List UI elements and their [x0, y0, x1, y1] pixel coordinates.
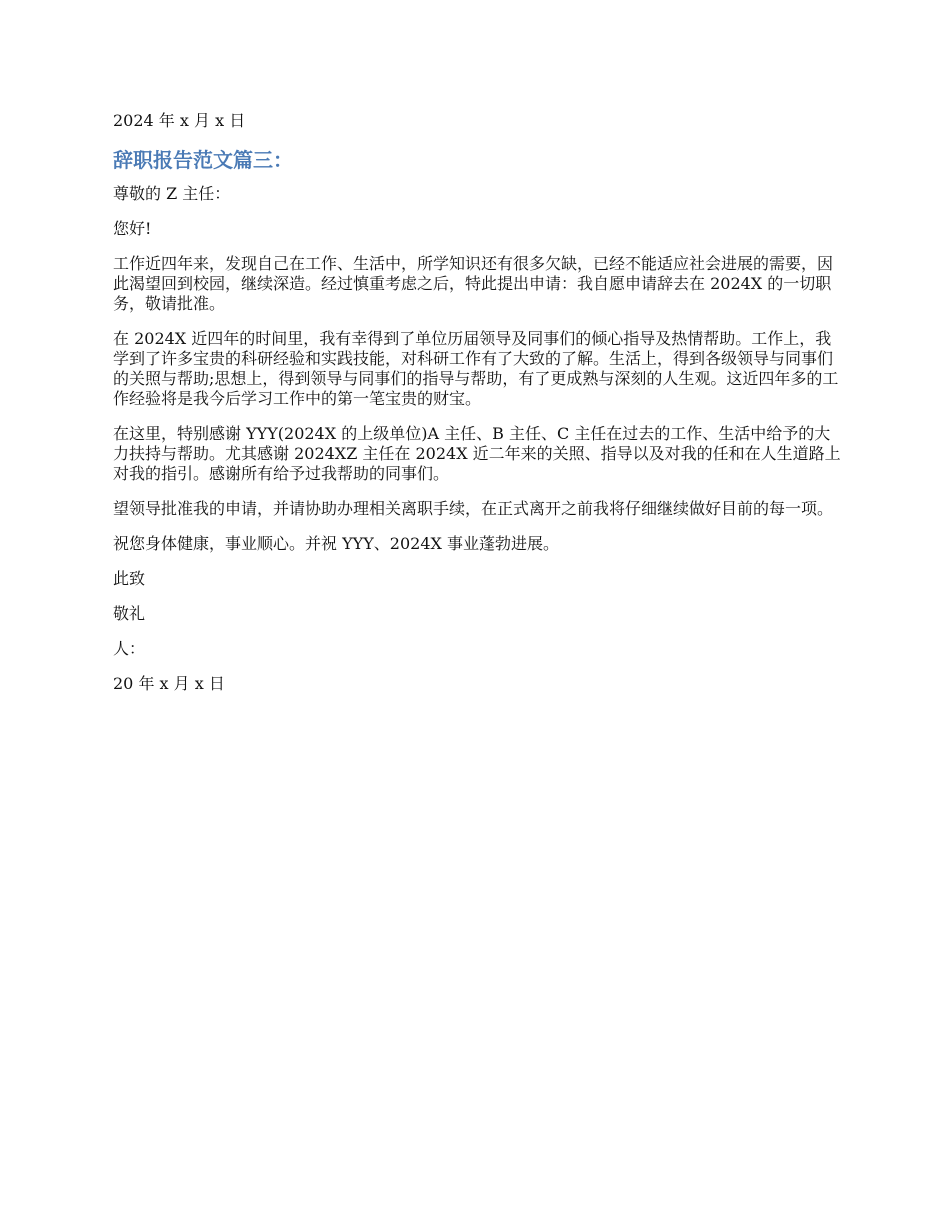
body-paragraph-3: 在这里，特别感谢 YYY(2024X 的上级单位)A 主任、B 主任、C 主任在过去的工作、生活中给予的大力扶持与帮助。尤其感谢 2024XZ 主任在 2024X 近二年来的关照、指导以及对我的任和在人生道路上对我的指引。感谢所有给予过我帮助的同事们。 [113, 424, 841, 483]
body-paragraph-2: 在 2024X 近四年的时间里，我有幸得到了单位历届领导及同事们的倾心指导及热情帮助。工作上，我学到了许多宝贵的科研经验和实践技能，对科研工作有了大致的了解。生活上，得到各级领导与同事们的关照与帮助;思想上，得到领导与同事们的指导与帮助，有了更成熟与深刻的人生观。这近四年多的工作经验将是我今后学习工作中的第一笔宝贵的财宝。 [113, 329, 839, 408]
greeting: 您好! [113, 219, 152, 238]
signature-line: 人： [113, 639, 146, 658]
body-paragraph-4: 望领导批准我的申请，并请协助办理相关离职手续，在正式离开之前我将仔细继续做好目前的每一项。 [113, 499, 834, 518]
body-paragraph-1: 工作近四年来，发现自己在工作、生活中，所学知识还有很多欠缺，已经不能适应社会进展的需要，因此渴望回到校园，继续深造。经过慎重考虑之后，特此提出申请：我自愿申请辞去在 2024X 的一切职务，敬请批准。 [113, 254, 834, 313]
closing-line-1: 此致 [113, 569, 146, 588]
top-date: 2024 年 x 月 x 日 [113, 111, 246, 130]
closing-line-2: 敬礼 [113, 604, 146, 623]
bottom-date: 20 年 x 月 x 日 [113, 674, 225, 693]
document-heading: 辞职报告范文篇三： [113, 148, 293, 172]
salutation: 尊敬的 Z 主任： [113, 184, 231, 203]
body-paragraph-5: 祝您身体健康，事业顺心。并祝 YYY、2024X 事业蓬勃进展。 [113, 534, 559, 553]
document-page [113, 111, 841, 709]
